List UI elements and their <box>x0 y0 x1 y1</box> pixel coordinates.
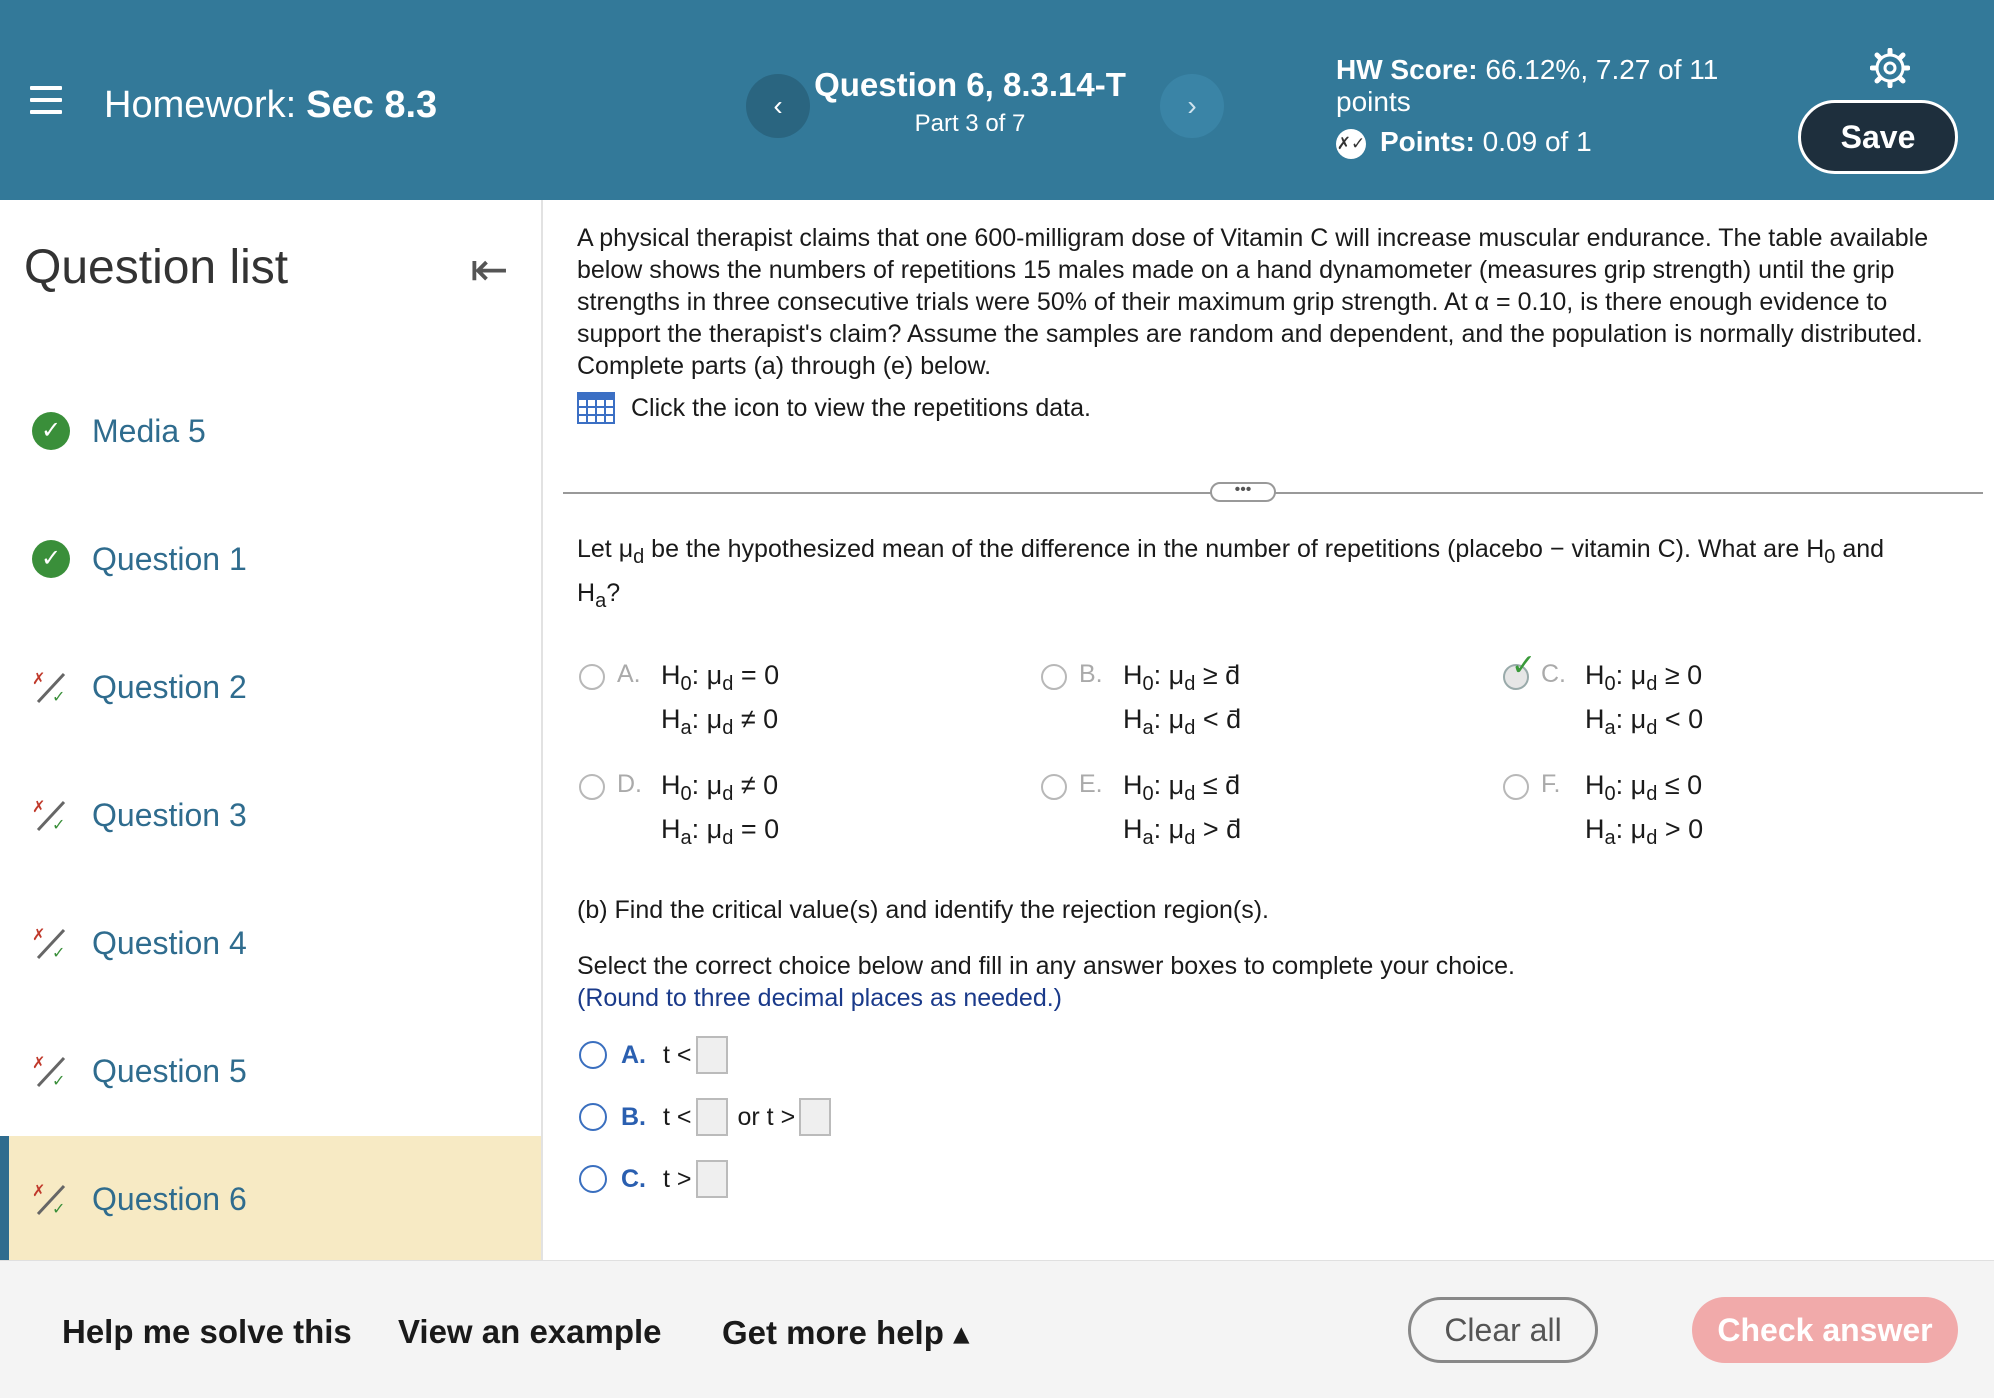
question-title: Question 6, 8.3.14-T <box>814 66 1126 103</box>
repetitions-data-link[interactable] <box>577 392 1091 424</box>
sidebar-item-media-5[interactable] <box>0 368 541 494</box>
partial-credit-icon <box>32 668 70 706</box>
svg-text:✓: ✓ <box>52 943 66 962</box>
h0-text: : μ <box>691 770 723 800</box>
sidebar-item-question-4[interactable] <box>0 880 541 1006</box>
partial-credit-icon <box>32 1180 70 1218</box>
chevron-left-icon: ‹ <box>773 90 783 121</box>
ha-text: : μ <box>691 704 723 734</box>
clear-all-button[interactable]: Clear all <box>1408 1297 1598 1363</box>
sidebar-item-question-1[interactable] <box>0 496 541 622</box>
option-letter: F. <box>1541 770 1561 798</box>
ha-condition: > 0 <box>1657 814 1704 844</box>
top-header <box>0 0 1994 200</box>
ha-text: : μ <box>1615 704 1647 734</box>
sidebar-item-question-6[interactable] <box>0 1136 541 1262</box>
sidebar-item-question-2[interactable] <box>0 624 541 750</box>
next-question-button[interactable] <box>1160 74 1224 138</box>
option-letter: A. <box>617 660 641 688</box>
h0-condition: = 0 <box>733 660 780 690</box>
question-part: Part 3 of 7 <box>914 110 1026 137</box>
answer-input-box[interactable] <box>696 1036 728 1074</box>
part-a-prompt <box>577 528 1977 616</box>
svg-text:✓: ✓ <box>52 687 66 706</box>
save-button[interactable]: Save <box>1798 100 1958 174</box>
partial-credit-icon <box>32 796 70 834</box>
choice-text: t < <box>663 1040 692 1069</box>
question-list-title: Question list <box>24 241 289 294</box>
help-me-solve-button[interactable]: Help me solve this <box>62 1313 352 1350</box>
view-example-button[interactable]: View an example <box>398 1313 662 1350</box>
svg-text:✗: ✗ <box>32 1181 46 1200</box>
problem-statement: A physical therapist claims that one 600-milligram dose of Vitamin C will increase muscular endurance. The table available below shows the numbers of repetitions 15 males made on a hand dynamometer (measures grip strength) until the grip strengths in three consecutive trials were 50% of their maximum grip strength. At α = 0.10, is there enough evidence to support the therapist's claim? Assume the samples are random and dependent, and the population is normally distributed. Complete parts (a) through (e) below. <box>577 224 1929 380</box>
radio-button[interactable] <box>1041 774 1067 800</box>
question-content: A physical therapist claims that one 600-milligram dose of Vitamin C will increase muscular endurance. The table available below shows the numbers of repetitions 15 males made on a hand dynamometer (measures grip strength) until the grip strengths in three consecutive trials were 50% of their maximum grip strength. At α = 0.10, is there enough evidence to support the therapist's claim? Assume the samples are random and dependent, and the population is normally distributed. Complete parts (a) through (e) below. Click the icon to view the repetitions data. ••• Let $\mu_d$ be the hypothesized mean of the difference in the number of repetitions (placebo − vitamin C). What are $H_0$ and $H_a$? A. $H_0$: $\mu_d = 0$ $H_a$: $\mu_d \ne 0$ B. $H_0$: $\mu_d$ ≥ d̄ $H_a$: $\mu_d$ < d̄ ✓ C. $H_0$: $\mu_d \ge 0$ $H_a$: $\mu_d < 0$ D. $H_0$: $\mu_d \ne 0$ $H_a$: $\mu_d = 0$ E. $H_0$: $\mu_d$ ≤ d̄ $H_a$: $\mu_d$ > d̄ F. $H_0$: $\mu_d \le 0$ $H_a$: $\mu_d > 0$ (b) Find the critical value(s) and identify the rejection region(s). Select the correct choice below and fill in any answer boxes to complete your choice. (Round to three decimal places as needed.) A. t < B. t < or t > C. t > <box>545 200 1994 1260</box>
answer-input-box[interactable] <box>696 1160 728 1198</box>
option-letter: D. <box>617 770 642 798</box>
hw-score-unit: points <box>1336 86 1411 117</box>
sidebar-item-label: Question 2 <box>92 668 247 705</box>
question-points <box>1336 126 1592 159</box>
homework-label: Homework: <box>104 84 297 126</box>
ha-condition: ≠ 0 <box>733 704 779 734</box>
ha-text: : μ <box>1615 814 1647 844</box>
check-circle-icon: ✓ <box>32 540 70 578</box>
ha-condition: = 0 <box>733 814 780 844</box>
radio-button[interactable] <box>1041 664 1067 690</box>
points-value: 0.09 of 1 <box>1482 126 1592 157</box>
h0-text: : μ <box>1615 660 1647 690</box>
data-link-text[interactable]: Click the icon to view the repetitions data. <box>631 393 1091 422</box>
hw-score <box>1336 54 1718 118</box>
hw-score-value: 66.12%, 7.27 of 11 <box>1485 54 1719 85</box>
correct-checkmark-icon: ✓ <box>1511 649 1537 682</box>
h0-text: : μ <box>1153 770 1185 800</box>
radio-button[interactable] <box>579 1041 607 1069</box>
answer-input-box-lower[interactable] <box>696 1098 728 1136</box>
answer-input-box-upper[interactable] <box>799 1098 831 1136</box>
critical-choice-b[interactable] <box>579 1098 831 1136</box>
points-label: Points: <box>1380 126 1475 157</box>
h0-condition: ≥ d̄ <box>1195 660 1241 690</box>
ha-text: : μ <box>1153 704 1185 734</box>
choice-letter: C. <box>621 1164 646 1193</box>
part-a-text: and <box>1835 535 1885 563</box>
bottom-toolbar <box>0 1260 1994 1398</box>
h0-text: : μ <box>1153 660 1185 690</box>
svg-text:✗: ✗ <box>32 669 46 688</box>
critical-choice-a[interactable] <box>579 1036 728 1074</box>
choice-text: or t > <box>737 1102 796 1131</box>
radio-button[interactable] <box>1503 774 1529 800</box>
part-b-prompt: (b) Find the critical value(s) and identify the rejection region(s). <box>577 896 1269 924</box>
part-a-text: H <box>577 579 596 607</box>
option-letter: C. <box>1541 660 1566 688</box>
sidebar-item-question-3[interactable] <box>0 752 541 878</box>
partial-credit-icon <box>32 924 70 962</box>
ha-condition: > d̄ <box>1195 814 1242 844</box>
question-list-sidebar <box>0 200 543 1260</box>
hw-score-label: HW Score: <box>1336 54 1478 85</box>
radio-button[interactable] <box>579 1165 607 1193</box>
choice-text: t < <box>663 1102 692 1131</box>
h0-condition: ≤ d̄ <box>1195 770 1241 800</box>
h0-condition: ≥ 0 <box>1657 660 1703 690</box>
option-letter: E. <box>1079 770 1103 798</box>
check-answer-button[interactable]: Check answer <box>1692 1297 1958 1363</box>
svg-text:✗: ✗ <box>32 925 46 944</box>
sidebar-item-question-5[interactable] <box>0 1008 541 1134</box>
ha-condition: < d̄ <box>1195 704 1242 734</box>
collapse-sidebar-icon[interactable]: ⇤ <box>470 243 509 295</box>
choice-text: t > <box>663 1164 692 1193</box>
ha-text: : μ <box>1153 814 1185 844</box>
svg-text:✗: ✗ <box>32 1053 46 1072</box>
sidebar-item-label: Question 5 <box>92 1052 247 1089</box>
settings-gear-icon[interactable] <box>1870 48 1910 88</box>
sidebar-item-label: Media 5 <box>92 412 206 449</box>
svg-text:✓: ✓ <box>52 1199 66 1218</box>
partial-credit-icon: ✗✓ <box>1336 129 1366 159</box>
part-a-text: Let μ <box>577 535 634 563</box>
partial-credit-icon <box>32 1052 70 1090</box>
radio-button[interactable] <box>579 774 605 800</box>
expand-dots-handle[interactable]: ••• <box>1210 482 1276 502</box>
part-a-sub: a <box>595 590 607 612</box>
option-letter: B. <box>1079 660 1103 688</box>
svg-text:✓: ✓ <box>52 1071 66 1090</box>
data-table-icon[interactable] <box>577 392 615 424</box>
radio-button[interactable] <box>579 664 605 690</box>
homework-title <box>104 84 437 127</box>
svg-text:✗: ✗ <box>32 797 46 816</box>
h0-text: : μ <box>691 660 723 690</box>
choice-letter: A. <box>621 1040 646 1069</box>
homework-section: Sec 8.3 <box>306 84 438 126</box>
hamburger-menu-icon[interactable] <box>30 86 62 114</box>
part-b-instruction: Select the correct choice below and fill in any answer boxes to complete your choice. <box>577 952 1515 980</box>
h0-text: : μ <box>1615 770 1647 800</box>
h0-condition: ≤ 0 <box>1657 770 1703 800</box>
ha-text: : μ <box>691 814 723 844</box>
ha-condition: < 0 <box>1657 704 1704 734</box>
choice-letter: B. <box>621 1102 646 1131</box>
sidebar-item-label: Question 6 <box>92 1180 247 1217</box>
sidebar-item-label: Question 1 <box>92 540 247 577</box>
part-a-text: be the hypothesized mean of the difference in the number of repetitions (placebo − vitamin C). What are H <box>644 535 1825 563</box>
critical-choice-c[interactable] <box>579 1160 728 1198</box>
sidebar-item-label: Question 4 <box>92 924 247 961</box>
check-circle-icon: ✓ <box>32 412 70 450</box>
get-more-help-button[interactable]: Get more help ▴ <box>722 1314 970 1351</box>
svg-text:✓: ✓ <box>52 815 66 834</box>
h0-condition: ≠ 0 <box>733 770 779 800</box>
part-a-sub: d <box>633 546 645 568</box>
part-a-text: ? <box>606 579 621 607</box>
radio-button[interactable] <box>579 1103 607 1131</box>
part-a-sub: 0 <box>1824 546 1836 568</box>
rounding-note: (Round to three decimal places as needed.) <box>577 984 1063 1012</box>
chevron-right-icon: › <box>1187 90 1197 121</box>
sidebar-item-label: Question 3 <box>92 796 247 833</box>
